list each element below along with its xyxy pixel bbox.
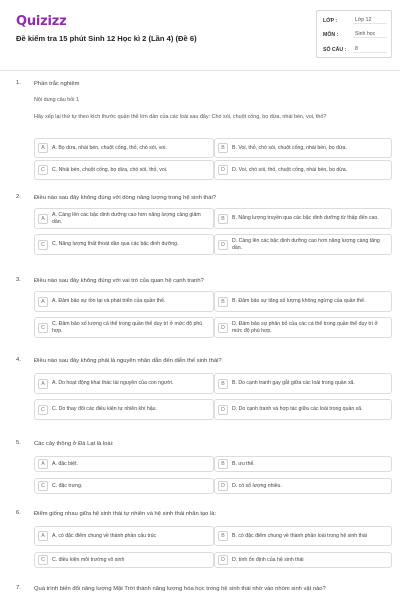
option-letter: B — [218, 143, 228, 153]
option-letter: B — [218, 531, 228, 541]
option-text: C. điều kiện môi trường vô sinh — [52, 556, 125, 563]
question-4 — [16, 357, 392, 429]
option-b[interactable] — [214, 208, 392, 229]
option-text: D. Càng lên các bậc dinh dưỡng cao hơn năng lượng càng tăng dần. — [232, 237, 380, 251]
option-text: D. Do cạnh tranh và hợp tác giữa các loài trong quần xã. — [232, 406, 363, 412]
option-letter: B — [218, 297, 228, 307]
option-text: A. Bọ dừa, nhái bén, chuột cống, thỏ, chó sói, voi. — [52, 144, 167, 151]
option-text: D. tính ổn định của hệ sinh thái — [232, 556, 304, 563]
option-a[interactable] — [34, 138, 214, 158]
option-letter: C — [38, 555, 48, 565]
option-d[interactable] — [214, 234, 392, 255]
question-number: 4. — [16, 357, 21, 363]
meta-value: 8 — [353, 46, 387, 53]
option-c[interactable] — [34, 478, 214, 494]
option-d[interactable] — [214, 317, 392, 338]
option-d[interactable] — [214, 399, 392, 420]
option-text: D. Đảm bảo sự phân bố của các cá thể trong quần thể duy trì ở mức độ phù hợp. — [232, 320, 378, 334]
option-b[interactable] — [214, 138, 392, 158]
option-letter: D — [218, 405, 228, 415]
option-c[interactable] — [34, 552, 214, 568]
option-letter: C — [38, 323, 48, 333]
option-letter: A — [38, 297, 48, 307]
option-b[interactable] — [214, 291, 392, 312]
option-letter: B — [218, 379, 228, 389]
option-text: D. Voi, chó sói, thỏ, chuột cống, nhái bén, bọ dừa. — [232, 166, 348, 173]
question-text: Điều nào sau đây không đúng với dòng năng lượng trong hệ sinh thái? — [34, 195, 216, 201]
option-text: B. có đặc điểm chung về thành phần loài trong hệ sinh thái — [232, 532, 367, 539]
option-c[interactable] — [34, 317, 214, 338]
question-6 — [16, 510, 392, 574]
question-1 — [16, 80, 392, 180]
worksheet-title: Đề kiểm tra 15 phút Sinh 12 Học kì 2 (Lần 4) (Đề 6) — [16, 34, 197, 43]
option-text: A. đặc biệt. — [52, 460, 78, 467]
question-3 — [16, 277, 392, 347]
option-a[interactable] — [34, 373, 214, 394]
option-text: D. có số lượng nhiều. — [232, 482, 282, 489]
option-a[interactable] — [34, 456, 214, 472]
option-a[interactable] — [34, 291, 214, 312]
option-text: C. Nhái bén, chuột cống, bọ dừa, chó sói, thỏ, voi. — [52, 166, 168, 173]
quizizz-logo: Quizizz — [16, 14, 67, 29]
option-c[interactable] — [34, 160, 214, 180]
option-b[interactable] — [214, 456, 392, 472]
option-letter: D — [218, 323, 228, 333]
option-d[interactable] — [214, 552, 392, 568]
question-7 — [16, 585, 392, 597]
option-letter: A — [38, 214, 48, 224]
meta-value: Sinh học — [353, 31, 387, 38]
option-text: B. Năng lượng truyền qua các bậc dinh dưỡng từ thấp đến cao. — [232, 215, 379, 221]
question-text: Điều nào sau đây không phải là nguyên nhân dẫn đến diễn thế sinh thái? — [34, 358, 222, 364]
option-letter: A — [38, 459, 48, 469]
option-a[interactable] — [34, 526, 214, 546]
option-text: C. Do thay đổi các điều kiện tự nhiên khí hậu. — [52, 406, 157, 412]
option-text: A. Càng lên các bậc dinh dưỡng cao hơn năng lượng càng giảm dần. — [52, 211, 201, 225]
question-number: 2. — [16, 194, 21, 200]
question-text: Điểm giống nhau giữa hệ sinh thái tự nhiên và hệ sinh thái nhân tạo là: — [34, 511, 217, 517]
question-number: 1. — [16, 80, 21, 86]
option-text: C. Đảm bảo số lượng cá thể trong quần thể duy trì ở mức độ phù hợp. — [52, 320, 203, 334]
option-c[interactable] — [34, 234, 214, 255]
option-text: B. Đảm bảo sự tăng số lượng không ngừng của quần thể. — [232, 298, 366, 304]
question-text: Quá trình biến đổi năng lượng Mặt Trời thành năng lượng hóa học trong hệ sinh thái nhờ vào nhóm sinh vật nào? — [34, 586, 326, 592]
option-letter: C — [38, 481, 48, 491]
question-prompt: Hãy xếp lại thứ tự theo kích thước quần thể lớn dần của các loài sau đây: Chó sói, chuột cống, bọ dừa, nhái bén, voi, thỏ? — [34, 114, 327, 120]
option-a[interactable] — [34, 208, 214, 229]
question-number: 3. — [16, 277, 21, 283]
option-letter: C — [38, 240, 48, 250]
question-number: 7. — [16, 585, 21, 591]
meta-row-subject — [323, 29, 387, 40]
option-text: A. Đảm bảo sự tồn tại và phát triển của quần thể. — [52, 298, 166, 304]
question-text: Điều nào sau đây không đúng với vai trò của quan hệ cạnh tranh? — [34, 278, 204, 284]
option-text: A. có đặc điểm chung về thành phần cấu trúc — [52, 532, 157, 539]
option-c[interactable] — [34, 399, 214, 420]
meta-key: SỐ CÂU : — [323, 46, 347, 53]
meta-row-class — [323, 15, 387, 26]
meta-box — [316, 10, 392, 58]
question-subtitle: Nội dung câu hỏi 1 — [34, 97, 79, 103]
option-b[interactable] — [214, 526, 392, 546]
option-letter: B — [218, 214, 228, 224]
question-5 — [16, 440, 392, 500]
option-text: B. ưu thế. — [232, 460, 255, 467]
option-letter: D — [218, 240, 228, 250]
option-text: A. Do hoạt động khai thác tài nguyên của con người. — [52, 380, 174, 386]
option-d[interactable] — [214, 160, 392, 180]
option-text: C. Năng lượng thất thoát dần qua các bậc dinh dưỡng. — [52, 241, 179, 247]
question-number: 5. — [16, 440, 21, 446]
option-text: B. Voi, thỏ, chó sói, chuột cống, nhái bén, bọ dừa. — [232, 144, 347, 151]
option-text: B. Do cạnh tranh gay gắt giữa các loài trong quần xã. — [232, 380, 355, 386]
option-letter: A — [38, 143, 48, 153]
option-letter: C — [38, 165, 48, 175]
question-text: Phần trắc nghiệm — [34, 81, 80, 87]
question-2 — [16, 194, 392, 264]
question-number: 6. — [16, 510, 21, 516]
question-text: Các cây thông ở Đà Lạt là loài: — [34, 441, 114, 447]
option-letter: B — [218, 459, 228, 469]
option-letter: D — [218, 165, 228, 175]
option-letter: D — [218, 555, 228, 565]
option-letter: A — [38, 379, 48, 389]
header-divider — [0, 70, 400, 71]
option-letter: A — [38, 531, 48, 541]
meta-value: Lớp 12 — [353, 17, 387, 24]
meta-row-question-count — [323, 44, 387, 55]
option-text: C. đặc trưng. — [52, 482, 83, 489]
meta-key: LỚP : — [323, 17, 338, 24]
meta-key: MÔN : — [323, 31, 339, 38]
option-d[interactable] — [214, 478, 392, 494]
option-letter: D — [218, 481, 228, 491]
option-letter: C — [38, 405, 48, 415]
option-b[interactable] — [214, 373, 392, 394]
